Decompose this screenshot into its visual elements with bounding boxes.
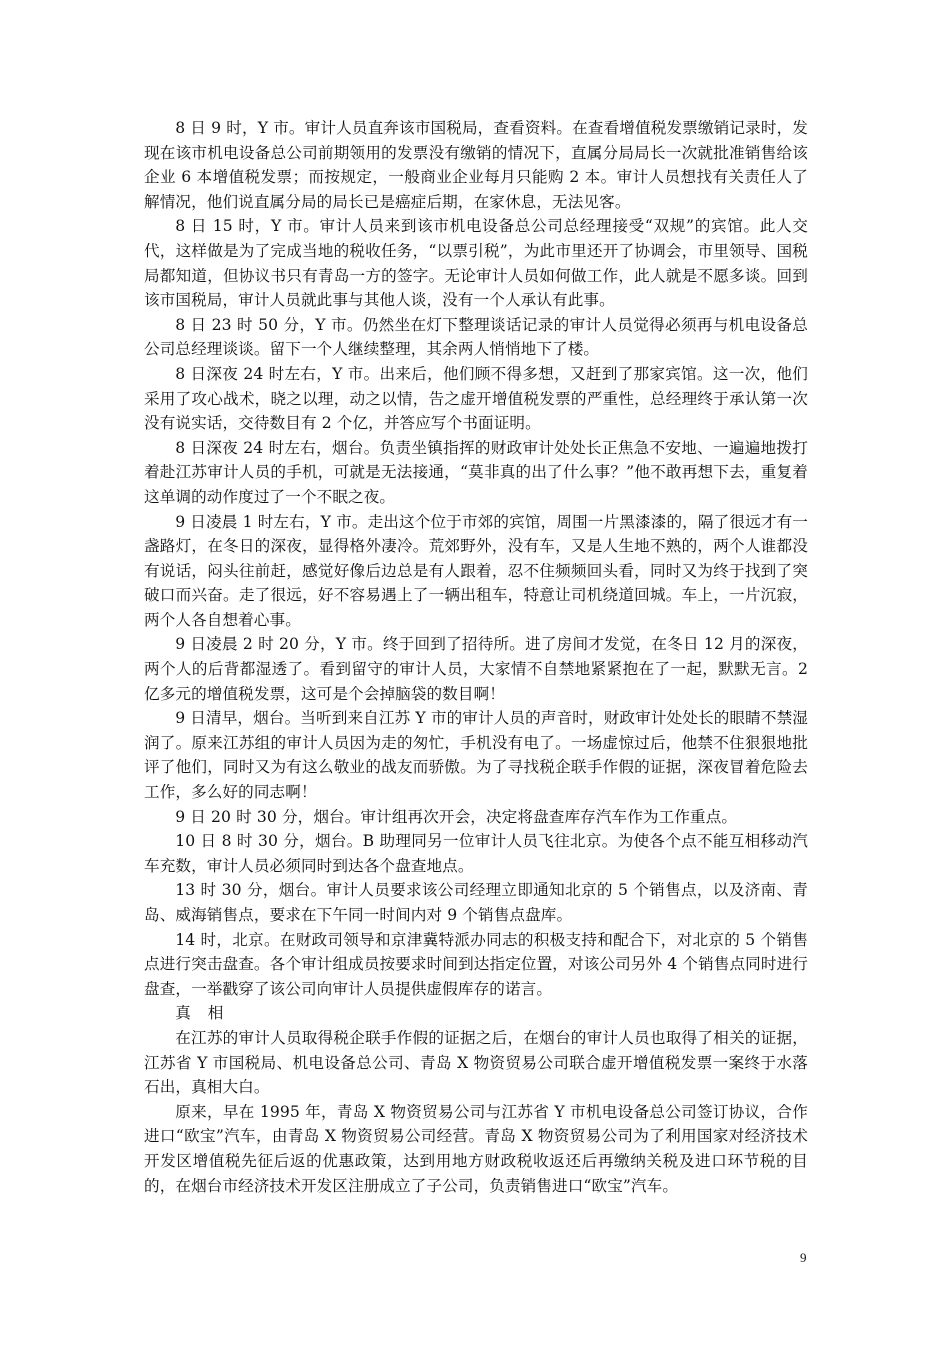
paragraph: 原来，早在 1995 年，青岛 X 物资贸易公司与江苏省 Y 市机电设备总公司签订协议，合作进口“欧宝”汽车，由青岛 X 物资贸易公司经营。青岛 X 物资贸易公司为了利用国家对经济技术开发区增值税先征后返的优惠政策，达到用地方财政税收返还后再缴纳关税及进口环节税的目的，在烟台市经济技术开发区注册成立了子公司，负责销售进口“欧宝”汽车。 [144, 1102, 808, 1195]
paragraph: 在江苏的审计人员取得税企联手作假的证据之后，在烟台的审计人员也取得了相关的证据，江苏省 Y 市国税局、机电设备总公司、青岛 X 物资贸易公司联合虚开增值税发票一案终于水落石出，真相大白。 [144, 1028, 808, 1097]
paragraph: 8 日深夜 24 时左右，烟台。负责坐镇指挥的财政审计处处长正焦急不安地、一遍遍地拨打着赴江苏审计人员的手机，可就是无法接通，“莫非真的出了什么事？”他不敢再想下去，重复着这单调的动作度过了一个不眠之夜。 [144, 438, 808, 506]
paragraph: 14 时，北京。在财政司领导和京津冀特派办同志的积极支持和配合下，对北京的 5 个销售点进行突击盘查。各个审计组成员按要求时间到达指定位置，对该公司另外 4 个销售点同时进行盘查，一举戳穿了该公司向审计人员提供虚假库存的诺言。 [144, 930, 808, 998]
paragraph: 9 日凌晨 1 时左右，Y 市。走出这个位于市郊的宾馆，周围一片黑漆漆的，隔了很远才有一盏路灯，在冬日的深夜，显得格外凄冷。荒郊野外，没有车，又是人生地不熟的，两个人谁都没有说话，闷头往前赶，感觉好像后边总是有人跟着，忍不住频频回头看，同时又为终于找到了突破口而兴奋。走了很远，好不容易遇上了一辆出租车，特意让司机绕道回城。车上，一片沉寂，两个人各自想着心事。 [144, 512, 808, 629]
paragraph: 8 日 15 时，Y 市。审计人员来到该市机电设备总公司总经理接受“双规”的宾馆。此人交代，这样做是为了完成当地的税收任务，“以票引税”，为此市里还开了协调会，市里领导、国税局都知道，但协议书只有青岛一方的签字。无论审计人员如何做工作，此人就是不愿多谈。回到该市国税局，审计人员就此事与其他人谈，没有一个人承认有此事。 [144, 217, 808, 310]
paragraph: 9 日 20 时 30 分，烟台。审计组再次开会，决定将盘查库存汽车作为工作重点。 [175, 807, 738, 826]
section-heading: 真 相 [175, 1004, 230, 1023]
paragraph: 8 日 9 时，Y 市。审计人员直奔该市国税局，查看资料。在查看增值税发票缴销记录时，发现在该市机电设备总公司前期领用的发票没有缴销的情况下，直属分局局长一次就批准销售给该企业 6 本增值税发票；而按规定，一般商业企业每月只能购 2 本。审计人员想找有关责任人了解情况，他们说直属分局的局长已是癌症后期，在家休息，无法见客。 [144, 119, 808, 211]
document-body [144, 116, 808, 1198]
paragraph: 8 日 23 时 50 分，Y 市。仍然坐在灯下整理谈话记录的审计人员觉得必须再与机电设备总公司总经理谈谈。留下一个人继续整理，其余两人悄悄地下了楼。 [144, 315, 808, 359]
paragraph: 9 日清早，烟台。当听到来自江苏 Y 市的审计人员的声音时，财政审计处处长的眼睛不禁湿润了。原来江苏组的审计人员因为走的匆忙，手机没有电了。一场虚惊过后，他禁不住狠狠地批评了他们，同时又为有这么敬业的战友而骄傲。为了寻找税企联手作假的证据，深夜冒着危险去工作，多么好的同志啊！ [144, 709, 808, 802]
paragraph: 8 日深夜 24 时左右，Y 市。出来后，他们顾不得多想，又赶到了那家宾馆。这一次，他们采用了攻心战术，晓之以理，动之以情，告之虚开增值税发票的严重性，总经理终于承认第一次没有说实话，交待数目有 2 个亿，并答应写个书面证明。 [144, 364, 808, 433]
paragraph: 13 时 30 分，烟台。审计人员要求该公司经理立即通知北京的 5 个销售点，以及济南、青岛、威海销售点，要求在下午同一时间内对 9 个销售点盘库。 [144, 881, 808, 924]
paragraph: 9 日凌晨 2 时 20 分，Y 市。终于回到了招待所。进了房间才发觉，在冬日 12 月的深夜，两个人的后背都湿透了。看到留守的审计人员，大家情不自禁地紧紧抱在了一起，默默无言。2 亿多元的增值税发票，这可是个会掉脑袋的数目啊！ [144, 635, 808, 703]
paragraph: 10 日 8 时 30 分，烟台。B 助理同另一位审计人员飞往北京。为使各个点不能互相移动汽车充数，审计人员必须同时到达各个盘查地点。 [144, 832, 808, 875]
page-number: 9 [800, 1250, 807, 1265]
